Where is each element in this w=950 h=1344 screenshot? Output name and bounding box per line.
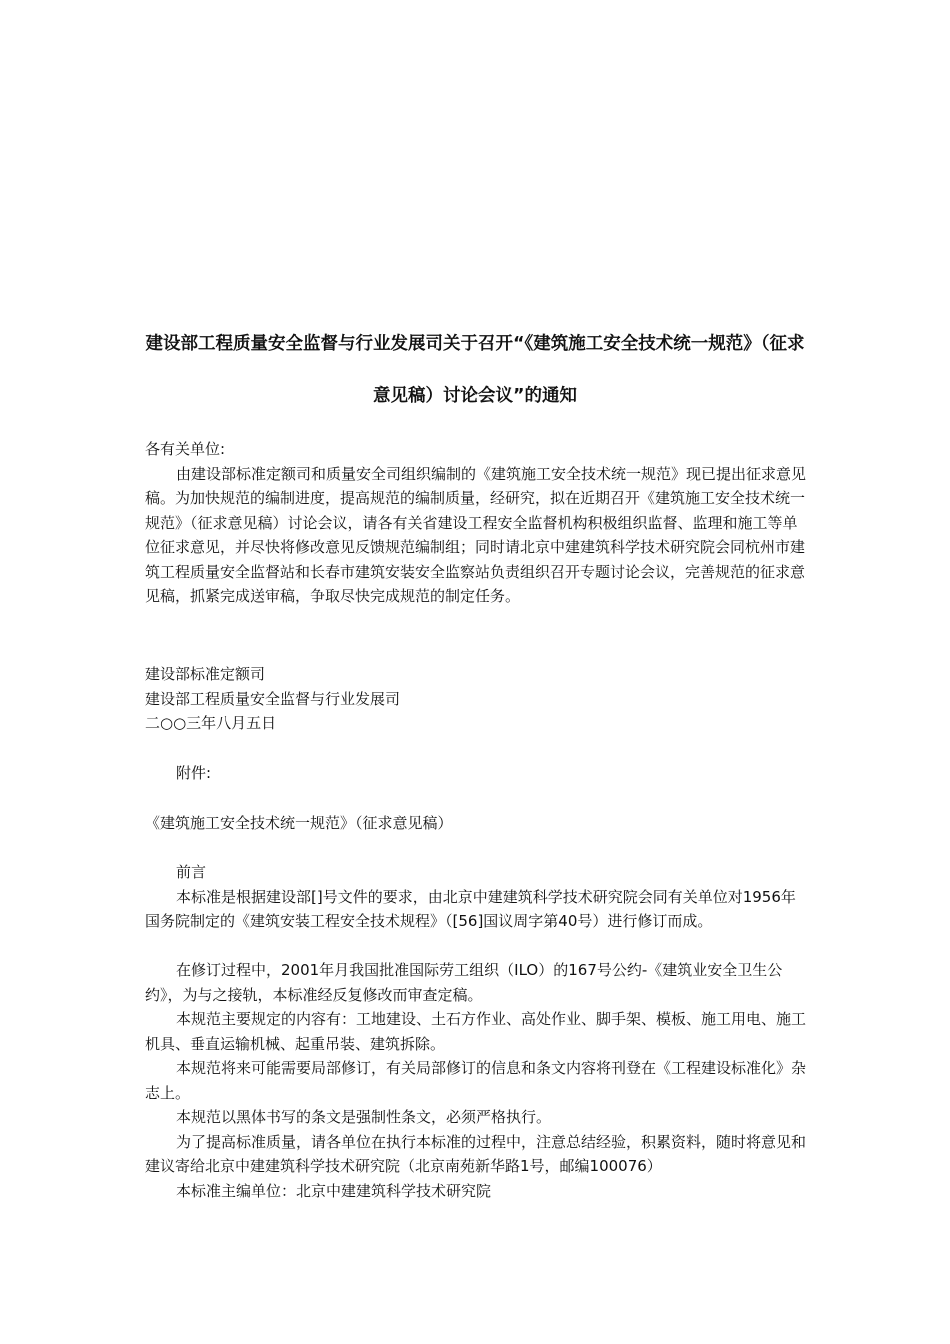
signature-date: 二○○三年八月五日 [145,714,277,732]
preface-paragraph-1: 本标准是根据建设部[]号文件的要求，由北京中建建筑科学技术研究院会同有关单位对1956年国务院制定的《建筑安装工程安全技术规程》（[56]国议周字第40号）进行修订而成。 [145,887,796,930]
signature-org-1: 建设部标准定额司 [145,665,266,683]
attachment-label: 附件: [176,764,212,782]
attachment-title: 《建筑施工安全技术统一规范》（征求意见稿） [145,814,453,832]
preface-paragraph-7: 本标准主编单位：北京中建建筑科学技术研究院 [176,1181,492,1200]
attachment-title-block [145,811,810,836]
signature-org-2: 建设部工程质量安全监督与行业发展司 [145,689,401,708]
preface-section [145,860,810,1203]
attachment-label-block [145,761,810,786]
preface-paragraph-5: 本规范以黑体书写的条文是强制性条文，必须严格执行。 [176,1108,552,1126]
salutation: 各有关单位: [145,440,226,458]
preface-paragraph-2: 在修订过程中，2001年月我国批准国际劳工组织（ILO）的167号公约-《建筑业安全卫生公约》，为与之接轨，本标准经反复修改而审查定稿。 [145,961,783,1004]
preface-paragraph-4: 本规范将来可能需要局部修订，有关局部修订的信息和条文内容将刊登在《工程建设标准化》杂志上。 [145,1059,807,1102]
preface-paragraph-3: 本规范主要规定的内容有：工地建设、土石方作业、高处作业、脚手架、模板、施工用电、施工机具、垂直运输机械、起重吊装、建筑拆除。 [145,1010,807,1053]
signature-block [145,662,810,736]
notice-section [145,437,810,609]
document-title: 建设部工程质量安全监督与行业发展司关于召开“《建筑施工安全技术统一规范》（征求意见稿）讨论会议”的通知 [145,334,805,406]
preface-heading: 前言 [176,863,207,881]
spacer [145,934,810,959]
preface-paragraph-6: 为了提高标准质量，请各单位在执行本标准的过程中，注意总结经验，积累资料，随时将意见和建议寄给北京中建建筑科学技术研究院（北京南苑新华路1号，邮编100076） [145,1132,807,1175]
notice-paragraph: 由建设部标准定额司和质量安全司组织编制的《建筑施工安全技术统一规范》现已提出征求意见稿。为加快规范的编制进度，提高规范的编制质量，经研究，拟在近期召开《建筑施工安全技术统一规范》（征求意见稿）讨论会议，请各有关省建设工程安全监督机构积极组织监督、监理和施工等单位征求意见，并尽快将修改意见反馈规范编制组；同时请北京中建建筑科学技术研究院会同杭州市建筑工程质量安全监督站和长春市建筑安装安全监察站负责组织召开专题讨论会议，完善规范的征求意见稿，抓紧完成送审稿，争取尽快完成规范的制定任务。 [145,464,807,605]
